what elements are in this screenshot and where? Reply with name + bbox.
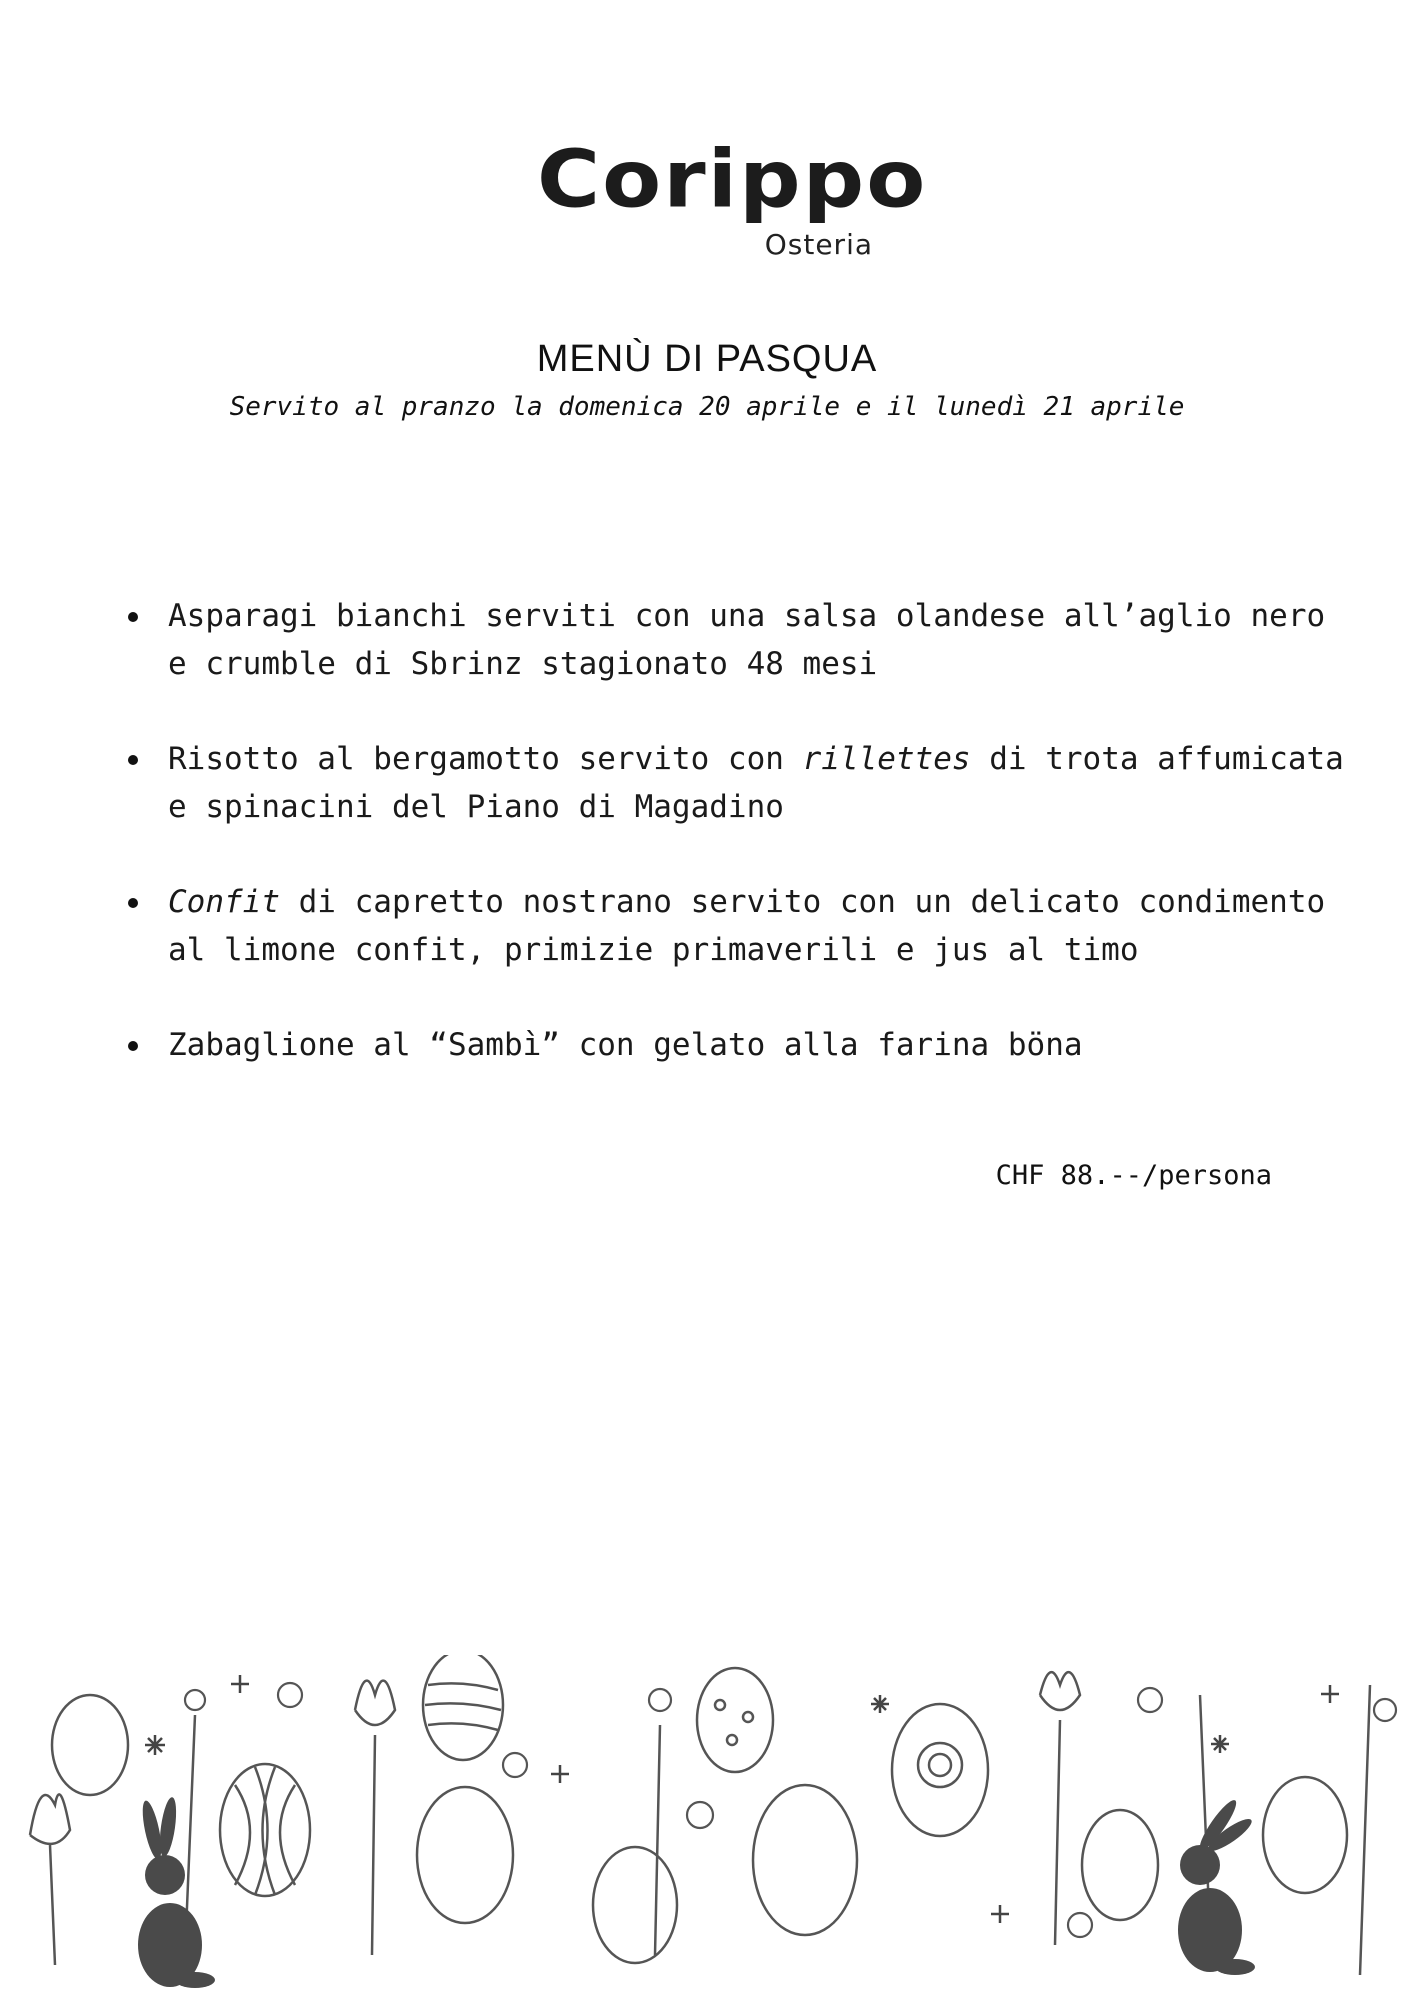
tulip-icon (355, 1681, 395, 1955)
menu-item-line: Asparagi bianchi serviti con una salsa olandese all’aglio nero (168, 598, 1326, 634)
logo-subtitle: Osteria (764, 228, 873, 261)
logo (0, 130, 1414, 280)
menu-item-line: Zabaglione al “Sambì” con gelato alla farina böna (168, 1027, 1083, 1063)
daisy-icon (687, 1802, 713, 1828)
page-title: MENÙ DI PASQUA (536, 338, 878, 380)
easter-egg-icon (892, 1704, 988, 1836)
easter-egg-icon (753, 1785, 857, 1935)
menu-item-line: Confit di capretto nostrano servito con un delicato condimento (168, 884, 1326, 920)
star-sparkle-icon (1211, 1735, 1229, 1753)
menu-item-line: e crumble di Sbrinz stagionato 48 mesi (168, 646, 878, 682)
daisy-icon (278, 1683, 302, 1707)
menu-item (122, 735, 1344, 831)
tulip-icon (1040, 1672, 1080, 1945)
star-sparkle-icon (991, 1905, 1009, 1923)
bunny-silhouette-icon (138, 1796, 215, 1988)
easter-egg-icon (697, 1668, 773, 1772)
daisy-icon (503, 1753, 527, 1777)
daisy-icon (185, 1690, 205, 1710)
daisy-icon (649, 1689, 671, 1711)
menu-item (122, 1021, 1302, 1069)
menu-item (122, 592, 1326, 688)
daisy-icon (1138, 1688, 1162, 1712)
star-sparkle-icon (871, 1695, 889, 1713)
menu-item-line: al limone confit, primizie primaverili e jus al timo (168, 932, 1139, 968)
price-label: CHF 88.--/persona (995, 1160, 1272, 1191)
easter-egg-icon (593, 1847, 677, 1963)
daisy-icon (1374, 1699, 1396, 1721)
page-subtitle: Servito al pranzo la domenica 20 aprile e il lunedì 21 aprile (229, 392, 1185, 422)
bunny-silhouette-icon (1178, 1796, 1255, 1975)
easter-egg-icon (1082, 1810, 1158, 1920)
star-sparkle-icon (551, 1765, 569, 1783)
logo-wordmark: Corippo (537, 134, 928, 226)
daisy-icon (1068, 1913, 1092, 1937)
easter-egg-icon (220, 1764, 310, 1896)
easter-egg-icon (417, 1787, 513, 1923)
menu-item (122, 878, 1326, 974)
star-sparkle-icon (145, 1735, 165, 1755)
menu-item-line: e spinacini del Piano di Magadino (168, 789, 784, 825)
star-sparkle-icon (231, 1675, 249, 1693)
easter-egg-icon (1263, 1777, 1347, 1893)
menu-list (122, 592, 1344, 1116)
star-sparkle-icon (1321, 1685, 1339, 1703)
easter-egg-icon (52, 1695, 128, 1795)
easter-decoration-border (0, 1655, 1414, 2000)
menu-item-line: Risotto al bergamotto servito con rillettes di trota affumicata (168, 741, 1344, 777)
